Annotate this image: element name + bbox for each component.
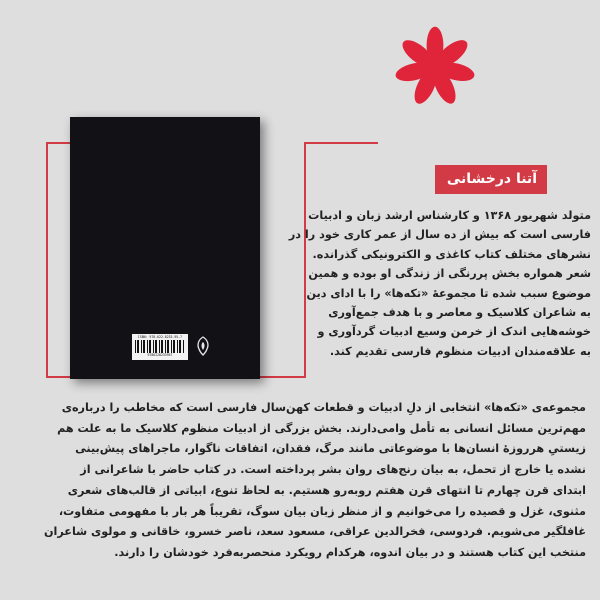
- barcode: [132, 334, 188, 360]
- description-line: غافلگیر می‌شویم. فردوسی، فخرالدین عراقی، مسعود سعد، ناصر خسرو، خاقانی و مولوی شاعران: [43, 525, 586, 539]
- book-description: [26, 398, 586, 564]
- frame-line-top-left: [46, 142, 70, 144]
- bio-line: به علاقه‌مندان ادبیات منظوم فارسی تقدیم کند.: [329, 344, 591, 358]
- bio-line: نشرهای مختلف کتاب کاغذی و الکترونیکی گذرانده.: [312, 247, 591, 261]
- description-line: منتخب این کتاب هستند و در بیان اندوه، هرکدام رویکرد منحصربه‌فرد خودشان را دارند.: [114, 545, 586, 559]
- description-line: مثنوی، غزل و قصیده را می‌خوانیم و از منظر زبان بیان سوگ، تقریباً هر بار با مفهومی متفاوت،: [58, 504, 586, 518]
- bio-line: خوشه‌هایی اندک از خرمن وسیع ادبیات گردآوری و: [317, 325, 591, 339]
- description-line: زیستیِ هرروزهٔ انسان‌ها با موضوعاتی مانند مرگ، فقدان، اتفاقات ناگوار، ماجراهای پیش‌بینی: [75, 442, 586, 456]
- description-line: ابتدای قرن چهارم تا انتهای قرن هفتم روبه‌رو هستیم. به لحاظ تنوع، ابیاتی از قالب‌های شعری: [67, 483, 586, 497]
- bio-line: متولد شهریور ۱۳۶۸ و کارشناس ارشد زبان و ادبیات: [308, 209, 591, 222]
- asterisk-icon: [393, 25, 477, 109]
- author-name-badge: آتنا درخشانی: [435, 165, 547, 194]
- frame-line-right: [304, 142, 306, 378]
- bio-line: به شاعران کلاسیک و معاصر و با هدف جمع‌آوری: [328, 306, 591, 320]
- barcode-number: 9786228233957: [147, 353, 173, 357]
- book-back-cover: [70, 117, 260, 379]
- description-line: نشده یا خارج از تحمل، به بیان رنج‌های روان بشر پرداخته است. در کتاب حاضر با شاعرانی از: [80, 463, 586, 477]
- isbn-text: ISBN: 978-622-8233-95-7: [137, 335, 183, 339]
- publisher-logo: [195, 336, 211, 356]
- bio-line: فارسی است که بیش از ده سال از عمر کاری خود را در: [288, 228, 591, 242]
- barcode-bars: [135, 340, 185, 353]
- frame-line-left: [46, 142, 48, 378]
- description-line: مجموعه‌ی «تکه‌ها» انتخابی از دلِ ادبیات و قطعات کهن‌سال فارسی است که مخاطب را درباره‌ی: [61, 401, 586, 414]
- bio-line: شعر همواره بخش پررنگی از زندگی او بوده و همین: [308, 267, 591, 281]
- description-line: مهم‌ترین مسائل انسانی به تأمل وامی‌دارند. بخش بزرگی از ادبیات منظوم کلاسیک ما به علت هم: [57, 421, 586, 435]
- author-bio: [288, 206, 591, 361]
- frame-line-top: [305, 142, 378, 144]
- bio-line: موضوع سبب شده تا مجموعهٔ «تکه‌ها» را با ادای دین: [306, 286, 591, 300]
